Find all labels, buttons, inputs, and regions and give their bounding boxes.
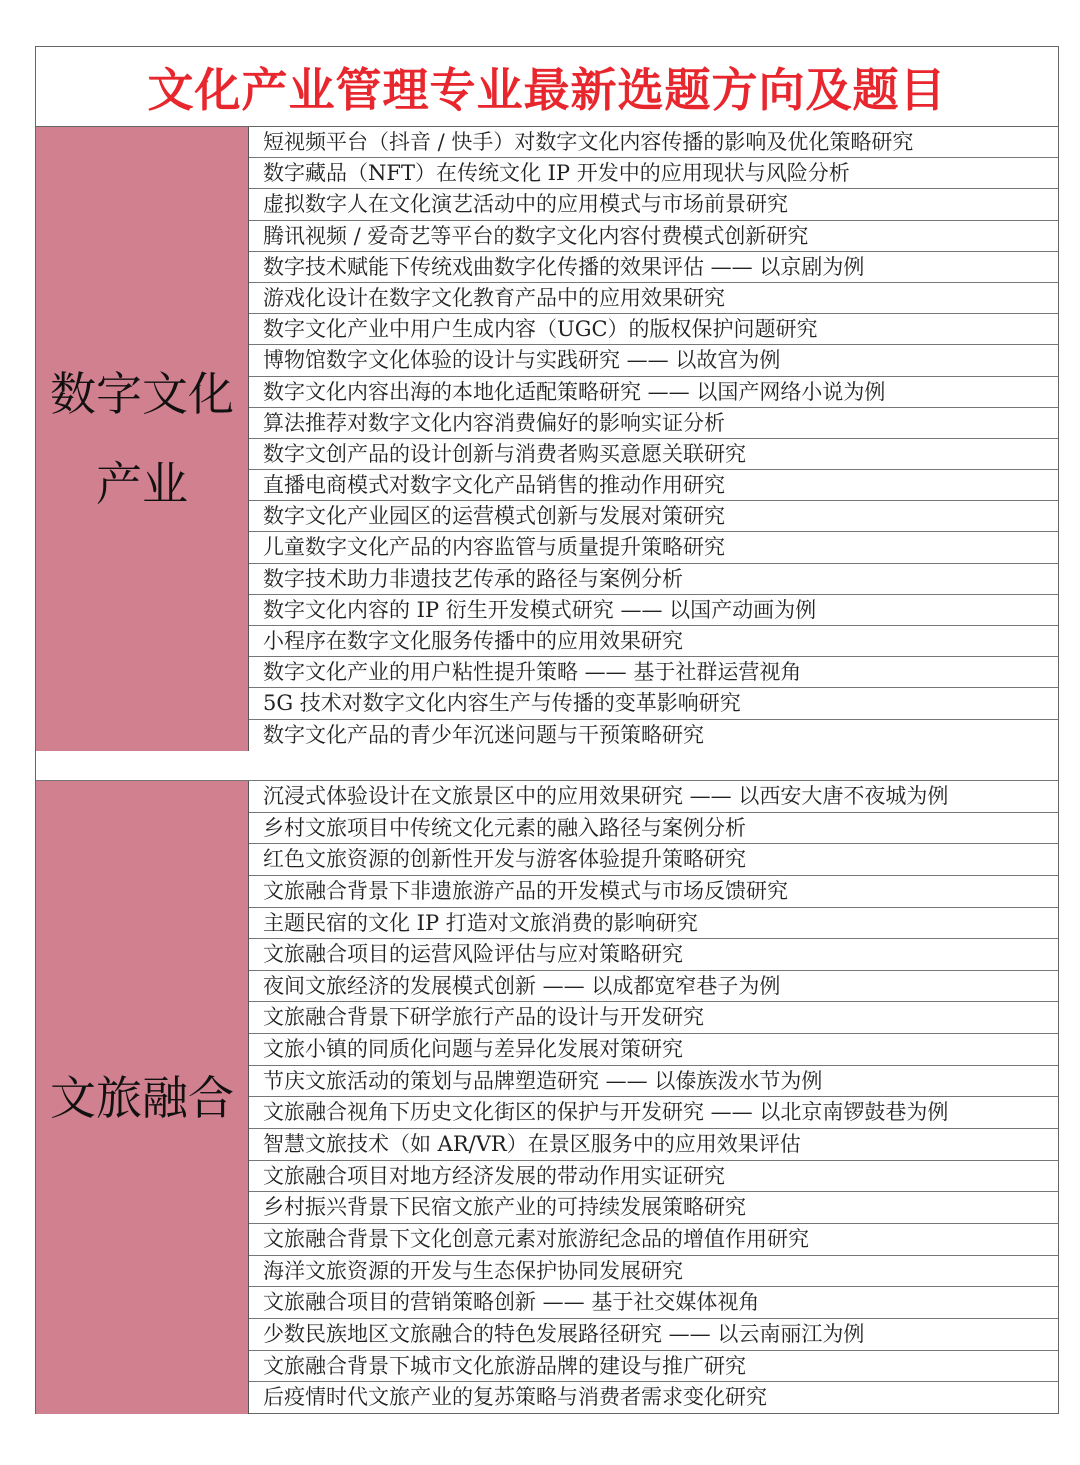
- topic-row: 数字文化产业园区的运营模式创新与发展对策研究: [249, 501, 1058, 532]
- topic-row: 海洋文旅资源的开发与生态保护协同发展研究: [249, 1256, 1058, 1288]
- topic-row: 乡村振兴背景下民宿文旅产业的可持续发展策略研究: [249, 1192, 1058, 1224]
- topic-row: 博物馆数字文化体验的设计与实践研究 —— 以故宫为例: [249, 345, 1058, 376]
- topic-row: 直播电商模式对数字文化产品销售的推动作用研究: [249, 470, 1058, 501]
- topic-row: 红色文旅资源的创新性开发与游客体验提升策略研究: [249, 844, 1058, 876]
- topic-row: 智慧文旅技术（如 AR/VR）在景区服务中的应用效果评估: [249, 1129, 1058, 1161]
- topic-row: 数字文化内容出海的本地化适配策略研究 —— 以国产网络小说为例: [249, 377, 1058, 408]
- topic-row: 少数民族地区文旅融合的特色发展路径研究 —— 以云南丽江为例: [249, 1319, 1058, 1351]
- topic-row: 腾讯视频 / 爱奇艺等平台的数字文化内容付费模式创新研究: [249, 221, 1058, 252]
- topic-row: 数字文创产品的设计创新与消费者购买意愿关联研究: [249, 439, 1058, 470]
- topic-table: [35, 46, 1059, 1414]
- topic-row: 数字文化产业中用户生成内容（UGC）的版权保护问题研究: [249, 314, 1058, 345]
- category-label: 数字文化产业: [50, 367, 234, 511]
- title-bar: [36, 47, 1058, 127]
- topic-row: 短视频平台（抖音 / 快手）对数字文化内容传播的影响及优化策略研究: [249, 127, 1058, 158]
- topic-row: 夜间文旅经济的发展模式创新 —— 以成都宽窄巷子为例: [249, 971, 1058, 1003]
- page-title: 文化产业管理专业最新选题方向及题目: [147, 62, 947, 117]
- topic-row: 文旅融合视角下历史文化街区的保护与开发研究 —— 以北京南锣鼓巷为例: [249, 1097, 1058, 1129]
- topic-row: 数字技术赋能下传统戏曲数字化传播的效果评估 —— 以京剧为例: [249, 252, 1058, 283]
- topic-row: 文旅融合项目的运营风险评估与应对策略研究: [249, 939, 1058, 971]
- topic-row: 文旅小镇的同质化问题与差异化发展对策研究: [249, 1034, 1058, 1066]
- topic-row: 数字文化产品的青少年沉迷问题与干预策略研究: [263, 722, 704, 747]
- topic-row: 文旅融合背景下非遗旅游产品的开发模式与市场反馈研究: [249, 876, 1058, 908]
- category-cell: [36, 127, 249, 751]
- topic-row: 虚拟数字人在文化演艺活动中的应用模式与市场前景研究: [249, 189, 1058, 220]
- topic-row: 文旅融合背景下城市文化旅游品牌的建设与推广研究: [249, 1351, 1058, 1383]
- topic-row: 数字文化内容的 IP 衍生开发模式研究 —— 以国产动画为例: [249, 595, 1058, 626]
- topic-row: 游戏化设计在数字文化教育产品中的应用效果研究: [249, 283, 1058, 314]
- topic-row: 沉浸式体验设计在文旅景区中的应用效果研究 —— 以西安大唐不夜城为例: [249, 781, 1058, 813]
- topic-row: 文旅融合背景下研学旅行产品的设计与开发研究: [249, 1002, 1058, 1034]
- topic-row: 5G 技术对数字文化内容生产与传播的变革影响研究: [249, 688, 1058, 719]
- topic-row: 小程序在数字文化服务传播中的应用效果研究: [249, 626, 1058, 657]
- topic-row: 数字文化产业的用户粘性提升策略 —— 基于社群运营视角: [249, 657, 1058, 688]
- topic-row: 后疫情时代文旅产业的复苏策略与消费者需求变化研究: [263, 1385, 767, 1410]
- topic-row: 数字技术助力非遗技艺传承的路径与案例分析: [249, 564, 1058, 595]
- section-divider: [36, 751, 1058, 781]
- topic-list: [249, 127, 1058, 751]
- topic-row: 数字藏品（NFT）在传统文化 IP 开发中的应用现状与风险分析: [249, 158, 1058, 189]
- topic-row: 节庆文旅活动的策划与品牌塑造研究 —— 以傣族泼水节为例: [249, 1066, 1058, 1098]
- category-cell: [36, 781, 249, 1414]
- topic-row: 文旅融合项目对地方经济发展的带动作用实证研究: [249, 1161, 1058, 1193]
- topic-row: 文旅融合项目的营销策略创新 —— 基于社交媒体视角: [249, 1287, 1058, 1319]
- topic-row: 文旅融合背景下文化创意元素对旅游纪念品的增值作用研究: [249, 1224, 1058, 1256]
- category-label: 文旅融合: [50, 1070, 234, 1125]
- topic-row: 儿童数字文化产品的内容监管与质量提升策略研究: [249, 532, 1058, 563]
- section-digital-culture: [36, 127, 1058, 751]
- topic-list: [249, 781, 1058, 1414]
- topic-row: 主题民宿的文化 IP 打造对文旅消费的影响研究: [249, 908, 1058, 940]
- topic-row: 乡村文旅项目中传统文化元素的融入路径与案例分析: [249, 813, 1058, 845]
- section-culture-tourism: [36, 781, 1058, 1414]
- topic-row: 算法推荐对数字文化内容消费偏好的影响实证分析: [249, 408, 1058, 439]
